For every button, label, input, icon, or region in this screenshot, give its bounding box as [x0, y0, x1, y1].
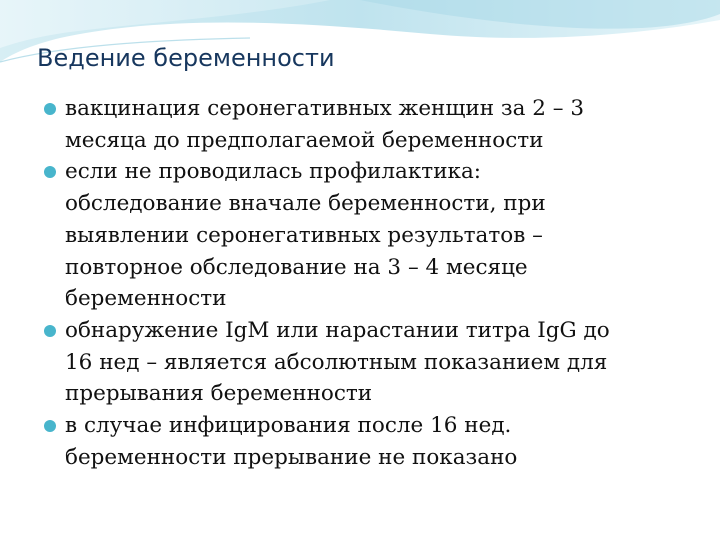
bullet-line: месяца до предполагаемой беременности — [65, 127, 544, 153]
bullet-line: беременности прерывание не показано — [65, 444, 518, 470]
bullet-dot-icon — [44, 420, 56, 432]
bullet-line: прерывания беременности — [65, 381, 373, 407]
bullet-item-igm-detection — [40, 315, 690, 410]
bullet-line: вакцинация серонегативных женщин за 2 – 3 — [65, 96, 585, 121]
bullet-line: 16 нед – является абсолютным показанием для — [65, 349, 608, 375]
bullet-item-vaccination — [40, 93, 690, 156]
bullet-item-infection-after-16-weeks — [40, 410, 690, 473]
bullet-list — [40, 93, 690, 473]
bullet-line: обследование вначале беременности, при — [65, 191, 546, 217]
slide-title: Ведение беременности — [37, 44, 335, 72]
bullet-line: обнаружение IgM или нарастании титра IgG до — [65, 317, 610, 343]
bullet-line: если не проводилась профилактика: — [65, 159, 482, 185]
bullet-line: выявлении серонегативных результатов – — [65, 222, 543, 248]
bullet-line: беременности — [65, 286, 227, 312]
bullet-dot-icon — [44, 325, 56, 337]
bullet-line: в случае инфицирования после 16 нед. — [65, 413, 512, 439]
bullet-dot-icon — [44, 103, 56, 115]
bullet-line: повторное обследование на 3 – 4 месяце — [65, 254, 528, 280]
bullet-dot-icon — [44, 166, 56, 178]
bullet-item-no-prophylaxis — [40, 156, 690, 315]
